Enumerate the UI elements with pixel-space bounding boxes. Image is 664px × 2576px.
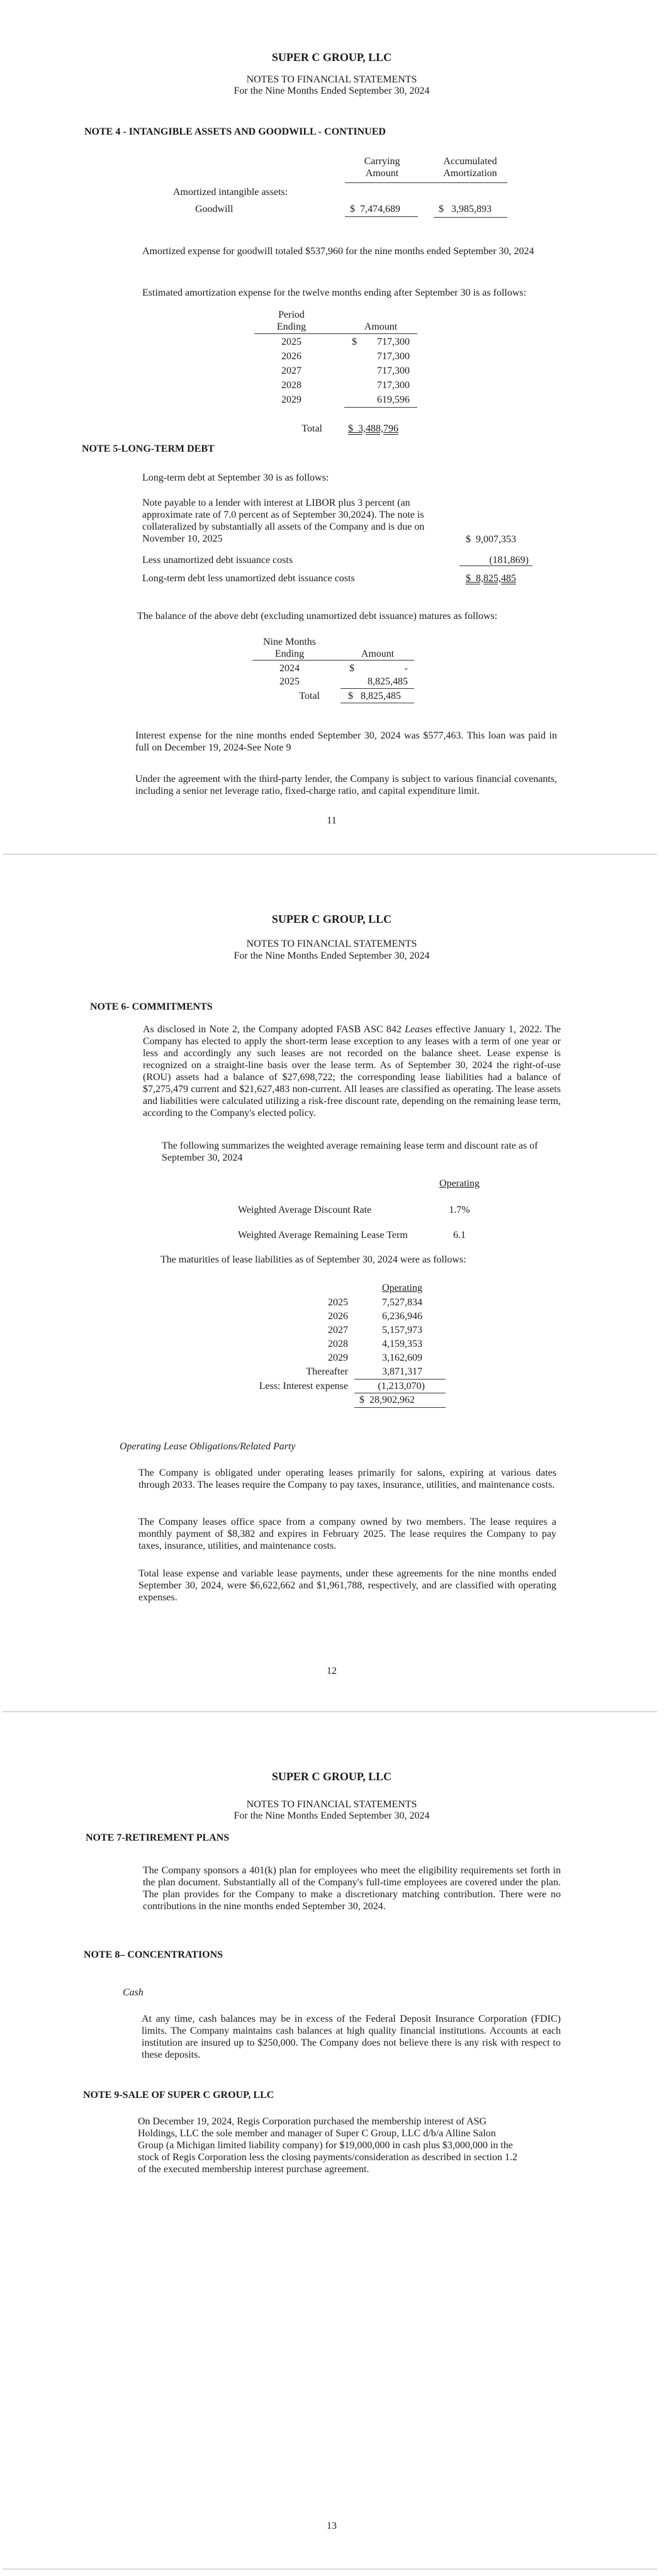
year: 2027 — [281, 365, 301, 376]
less-interest-label: Less: Interest expense — [259, 1381, 348, 1391]
note-payable-description: Note payable to a lender with interest at LIBOR plus 3 percent (an approximate rate of 7.0 percent as of September 30,2024). The note is collateralized by substantially all assets of the Company and is due on November 10, 2025 — [142, 498, 425, 544]
row-label: 2027 — [328, 1325, 348, 1335]
statement-title: NOTES TO FINANCIAL STATEMENTS — [246, 1799, 417, 1810]
col-header: Amount — [364, 321, 398, 332]
amount: 717,300 — [377, 365, 410, 376]
total-amount: $ 3,488,796 — [348, 423, 398, 434]
row-value: 4,159,353 — [382, 1339, 422, 1349]
col-header: Operating — [439, 1178, 480, 1189]
note-9-heading: NOTE 9-SALE OF SUPER C GROUP, LLC — [83, 2090, 274, 2100]
page-separator — [3, 1711, 657, 1712]
cash-heading: Cash — [123, 1987, 143, 1998]
row-value: 6,236,946 — [382, 1311, 422, 1322]
col-header: Nine Months — [263, 637, 316, 647]
total-label: Total — [301, 423, 322, 434]
row-label: Weighted Average Remaining Lease Term — [238, 1230, 408, 1241]
year: 2024 — [279, 663, 300, 674]
page-13 — [0, 1715, 664, 2572]
year: 2025 — [281, 337, 301, 347]
lease-expense-text: Total lease expense and variable lease payments, under these agreements for the nine months ended September 30, 2024, were $6,622,662 and $1,961,788, respectively, and are classified with operating expenses. — [138, 1568, 556, 1603]
currency-symbol: $ — [349, 663, 354, 674]
less-costs-label: Less unamortized debt issuance costs — [142, 555, 293, 566]
section-label: Amortized intangible assets: — [173, 187, 288, 198]
row-label: Goodwill — [195, 204, 234, 215]
row-value: 3,871,317 — [382, 1366, 422, 1377]
carrying-amount: $ 7,474,689 — [350, 204, 400, 215]
amount: - — [404, 663, 408, 674]
col-header: Amount — [361, 649, 395, 659]
row-value: 3,162,609 — [382, 1352, 422, 1363]
note-4-heading: NOTE 4 - INTANGIBLE ASSETS AND GOODWILL - CONTINUED — [84, 126, 386, 137]
statement-period: For the Nine Months Ended September 30, 2024 — [234, 951, 430, 961]
text-segment: effective January 1, 2022. The Company has elected to apply the short-term lease exception to any leases with a term of one year or less and accordingly any such leases are not recorded on the balance sheet. Lease expense is recognized on a straight-line basis over the lease term. As of September 30, 2024 the right-of-use (ROU) assets had a balance of $27,698,722; the corresponding lease liabilities had a balance of $7,275,479 current and $21,627,483 non-current. All leases are classified as operating. The lease assets and liabilities were calculated utilizing a risk-free discount rate, depending on the remaining lease term, according to the Company's elected policy. — [143, 1024, 561, 1118]
balance-text: The balance of the above debt (excluding unamortized debt issuance) matures as follows: — [137, 611, 498, 622]
interest-expense-text: Interest expense for the nine months ended September 30, 2024 was $577,463. This loan was paid in full on December 19, 2024-See Note 9 — [135, 730, 557, 753]
page-number: 11 — [327, 815, 337, 826]
net-debt-amount: $ 8,825,485 — [466, 573, 516, 584]
note-5-heading: NOTE 5-LONG-TERM DEBT — [82, 443, 215, 454]
ltd-intro: Long-term debt at September 30 is as follows: — [142, 472, 329, 483]
covenants-text: Under the agreement with the third-party lender, the Company is subject to various financial covenants, including a senior net leverage ratio, fixed-charge ratio, and capital expenditure limit. — [135, 774, 557, 796]
page-12 — [0, 857, 664, 1715]
page-number: 13 — [327, 2521, 337, 2531]
commitments-text — [143, 1023, 561, 1119]
currency-symbol: $ — [352, 337, 357, 347]
row-label: 2025 — [328, 1297, 348, 1308]
less-interest-value: (1,213,070) — [378, 1381, 425, 1391]
statement-period: For the Nine Months Ended September 30, 2024 — [234, 1810, 430, 1821]
row-value: 5,157,973 — [382, 1325, 422, 1335]
year: 2026 — [281, 351, 301, 362]
divider — [434, 217, 507, 218]
divider — [354, 1379, 446, 1380]
year: 2029 — [281, 394, 301, 405]
col-header: Accumulated — [443, 156, 497, 167]
divider — [345, 182, 507, 183]
row-value: 1.7% — [449, 1205, 470, 1215]
net-debt-label: Long-term debt less unamortized debt issuance costs — [142, 573, 355, 584]
total-lease-liability: $ 28,902,962 — [359, 1395, 415, 1405]
amount: 8,825,485 — [368, 676, 408, 687]
col-header: Amortization — [443, 168, 497, 179]
row-label: Weighted Average Discount Rate — [238, 1205, 372, 1215]
related-party-heading: Operating Lease Obligations/Related Party — [120, 1441, 296, 1452]
amount: 619,596 — [377, 394, 410, 405]
text-segment: Leases — [405, 1024, 432, 1035]
page-11 — [0, 0, 664, 857]
page-separator — [3, 854, 657, 855]
amount: 717,300 — [377, 351, 410, 362]
statement-title: NOTES TO FINANCIAL STATEMENTS — [246, 939, 417, 949]
divider — [344, 407, 417, 408]
note-6-heading: NOTE 6- COMMITMENTS — [90, 1001, 213, 1012]
divider — [252, 660, 414, 661]
retirement-plan-text: The Company sponsors a 401(k) plan for employees who meet the eligibility requirements set forth in the plan document. Substantially all of the Company's full-time employees are covered under the plan. The plan provides for the Company to make a discretionary matching contribution. There were no contributions in the nine months ended September 30, 2024. — [143, 1865, 561, 1912]
col-header: Ending — [276, 321, 307, 332]
divider — [354, 1407, 446, 1408]
year: 2025 — [279, 676, 300, 687]
weighted-summary-text: The following summarizes the weighted average remaining lease term and discount rate as of September 30, 2024 — [162, 1140, 538, 1163]
divider — [254, 333, 417, 334]
less-costs-amount: (181,869) — [489, 555, 529, 566]
divider — [340, 688, 414, 689]
col-header: Ending — [274, 649, 305, 659]
text-segment: As disclosed in Note 2, the Company adopted FASB ASC 842 — [143, 1024, 405, 1035]
row-label: Thereafter — [306, 1366, 348, 1377]
estimated-amortization-text: Estimated amortization expense for the twelve months ending after September 30 is as follows: — [142, 287, 527, 298]
amount: 717,300 — [377, 380, 410, 391]
col-header: Amount — [365, 168, 399, 179]
amount: 717,300 — [377, 337, 410, 347]
page-number: 12 — [327, 1666, 337, 1676]
maturities-text: The maturities of lease liabilities as of September 30, 2024 were as follows: — [160, 1254, 466, 1265]
company-name: SUPER C GROUP, LLC — [271, 913, 392, 925]
company-name: SUPER C GROUP, LLC — [271, 51, 392, 64]
statement-title: NOTES TO FINANCIAL STATEMENTS — [246, 74, 417, 85]
related-party-text: The Company is obligated under operating leases primarily for salons, expiring at various dates through 2033. The leases require the Company to pay taxes, insurance, utilities, and maintenance costs. — [138, 1468, 556, 1490]
row-value: 7,527,834 — [382, 1297, 422, 1308]
note-8-heading: NOTE 8– CONCENTRATIONS — [84, 1949, 223, 1960]
row-label: 2029 — [328, 1352, 348, 1363]
amortized-expense-text: Amortized expense for goodwill totaled $537,960 for the nine months ended September 30, 2024 — [142, 246, 534, 257]
col-header: Period — [278, 309, 305, 320]
company-name: SUPER C GROUP, LLC — [271, 1770, 392, 1783]
sale-text: On December 19, 2024, Regis Corporation purchased the membership interest of ASG Holdings, LLC the sole member and manager of Super C Group, LLC d/b/a Alline Salon Group (a Michigan limited liability company) for $19,000,000 in cash plus $3,000,000 in the stock of Regis Corporation less the closing payments/consideration as described in section 1.2 of the executed membership interest purchase agreement. — [138, 2116, 517, 2175]
note-7-heading: NOTE 7-RETIREMENT PLANS — [86, 1832, 230, 1843]
total-amount: $ 8,825,485 — [348, 691, 401, 701]
accumulated-amortization: $ 3,985,893 — [439, 204, 492, 215]
row-value: 6.1 — [453, 1230, 466, 1241]
page-separator — [3, 2568, 657, 2570]
row-label: 2028 — [328, 1339, 348, 1349]
cash-text: At any time, cash balances may be in excess of the Federal Deposit Insurance Corporation (FDIC) limits. The Company maintains cash balances at high quality financial institutions. Accounts at each institution are insured up to $250,000. The Company does not believe there is any risk with respect to these deposits. — [142, 2014, 561, 2060]
col-header: Carrying — [364, 156, 400, 167]
total-label: Total — [299, 691, 320, 701]
office-lease-text: The Company leases office space from a company owned by two members. The lease requires a monthly payment of $8,382 and expires in February 2025. The lease requires the Company to pay taxes, insurance, utilities, and maintenance costs. — [138, 1517, 556, 1551]
divider — [345, 216, 418, 217]
statement-period: For the Nine Months Ended September 30, 2024 — [234, 86, 430, 96]
year: 2028 — [281, 380, 301, 391]
row-label: 2026 — [328, 1311, 348, 1322]
col-header: Operating — [382, 1283, 422, 1293]
note-payable-amount: $ 9,007,353 — [466, 534, 516, 545]
